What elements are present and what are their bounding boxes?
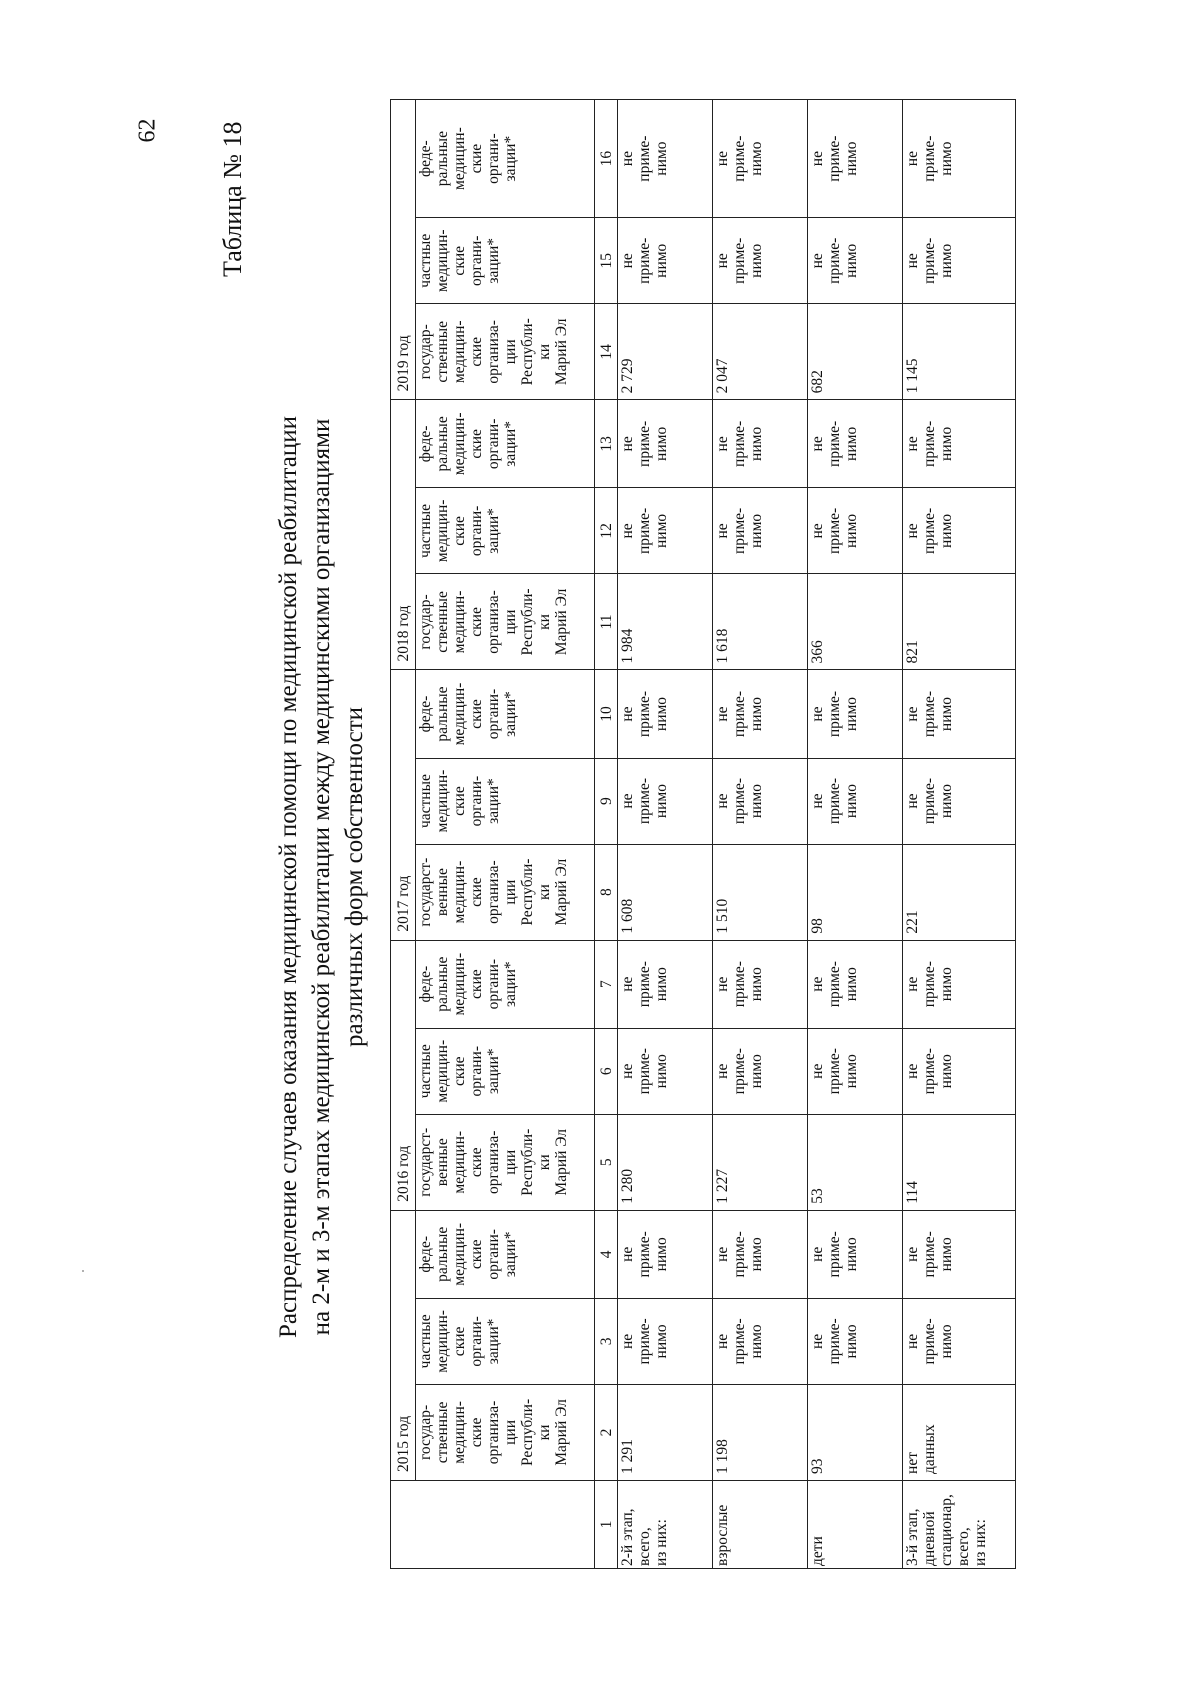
subheader-private-2017: частные медицин- ские органи- зации* xyxy=(416,758,595,844)
gos-value-2019: 2 729 xyxy=(618,304,713,400)
row-label: дети xyxy=(808,1480,903,1568)
subheader-row xyxy=(416,100,595,1569)
not-applicable-cell: не приме- нимо xyxy=(903,488,1016,574)
not-applicable-cell: не приме- нимо xyxy=(808,218,903,304)
year-header-2018: 2018 год xyxy=(391,400,416,670)
row-label: взрослые xyxy=(713,1480,808,1568)
column-number: 1 xyxy=(595,1480,618,1568)
not-applicable-cell: не приме- нимо xyxy=(618,1210,713,1298)
column-number: 8 xyxy=(595,844,618,940)
gos-value-2015: 1 291 xyxy=(618,1384,713,1480)
table-row xyxy=(618,100,713,1569)
subheader-federal-2018: феде- ральные медицин- ские органи- зации* xyxy=(416,400,595,488)
not-applicable-cell: не приме- нимо xyxy=(808,100,903,218)
not-applicable-cell: не приме- нимо xyxy=(618,670,713,758)
gos-value-2016: 1 280 xyxy=(618,1114,713,1210)
not-applicable-cell: не приме- нимо xyxy=(713,758,808,844)
not-applicable-cell: не приме- нимо xyxy=(903,758,1016,844)
subheader-private-2016: частные медицин- ские органи- зации* xyxy=(416,1028,595,1114)
gos-value-2018: 1 618 xyxy=(713,574,808,670)
subheader-private-2018: частные медицин- ские органи- зации* xyxy=(416,488,595,574)
table-title xyxy=(272,157,371,1597)
column-number: 7 xyxy=(595,940,618,1028)
column-number: 4 xyxy=(595,1210,618,1298)
not-applicable-cell: не приме- нимо xyxy=(808,940,903,1028)
subheader-gos-2019: государ- ственные медицин- ские организа- ции Республи- ки Марий Эл xyxy=(416,304,595,400)
not-applicable-cell: не приме- нимо xyxy=(713,218,808,304)
column-number: 15 xyxy=(595,218,618,304)
subheader-gos-2018: государ- ственные медицин- ские организа- ции Республи- ки Марий Эл xyxy=(416,574,595,670)
gos-value-2018: 366 xyxy=(808,574,903,670)
gos-value-2015: нет данных xyxy=(903,1384,1016,1480)
column-number: 2 xyxy=(595,1384,618,1480)
table-row xyxy=(713,100,808,1569)
column-number: 5 xyxy=(595,1114,618,1210)
column-number: 11 xyxy=(595,574,618,670)
year-header-2016: 2016 год xyxy=(391,940,416,1210)
gos-value-2017: 1 608 xyxy=(618,844,713,940)
row-label: 2-й этап, всего, из них: xyxy=(618,1480,713,1568)
subheader-gos-2017: государст- венные медицин- ские организа- ции Республи- ки Марий Эл xyxy=(416,844,595,940)
column-number: 12 xyxy=(595,488,618,574)
gos-value-2016: 1 227 xyxy=(713,1114,808,1210)
not-applicable-cell: не приме- нимо xyxy=(903,940,1016,1028)
gos-value-2015: 93 xyxy=(808,1384,903,1480)
gos-value-2019: 1 145 xyxy=(903,304,1016,400)
not-applicable-cell: не приме- нимо xyxy=(903,670,1016,758)
not-applicable-cell: не приме- нимо xyxy=(618,758,713,844)
column-number: 10 xyxy=(595,670,618,758)
subheader-gos-2015: государ- ственные медицин- ские организа- ции Республи- ки Марий Эл xyxy=(416,1384,595,1480)
not-applicable-cell: не приме- нимо xyxy=(903,400,1016,488)
column-number: 13 xyxy=(595,400,618,488)
not-applicable-cell: не приме- нимо xyxy=(808,488,903,574)
title-line-3: различных форм собственности xyxy=(341,706,368,1048)
gos-value-2015: 1 198 xyxy=(713,1384,808,1480)
not-applicable-cell: не приме- нимо xyxy=(618,1298,713,1384)
year-header-2017: 2017 год xyxy=(391,670,416,940)
subheader-gos-2016: государст- венные медицин- ские организа- ции Республи- ки Марий Эл xyxy=(416,1114,595,1210)
not-applicable-cell: не приме- нимо xyxy=(903,1298,1016,1384)
subheader-federal-2019: феде- ральные медицин- ские органи- зации* xyxy=(416,100,595,218)
gos-value-2016: 53 xyxy=(808,1114,903,1210)
column-number: 14 xyxy=(595,304,618,400)
subheader-federal-2016: феде- ральные медицин- ские органи- зации* xyxy=(416,940,595,1028)
gos-value-2016: 114 xyxy=(903,1114,1016,1210)
not-applicable-cell: не приме- нимо xyxy=(903,1028,1016,1114)
not-applicable-cell: не приме- нимо xyxy=(618,218,713,304)
gos-value-2018: 1 984 xyxy=(618,574,713,670)
not-applicable-cell: не приме- нимо xyxy=(713,100,808,218)
table-row xyxy=(808,100,903,1569)
table-row xyxy=(903,100,1016,1569)
subheader-federal-2017: феде- ральные медицин- ские органи- зации* xyxy=(416,670,595,758)
not-applicable-cell: не приме- нимо xyxy=(618,100,713,218)
title-line-1: Распределение случаев оказания медицинской помощи по медицинской реабилитации xyxy=(275,416,302,1338)
subheader-private-2015: частные медицин- ские органи- зации* xyxy=(416,1298,595,1384)
title-line-2: на 2-м и 3-м этапах медицинской реабилитации между медицинскими организациями xyxy=(308,418,335,1336)
column-number: 16 xyxy=(595,100,618,218)
not-applicable-cell: не приме- нимо xyxy=(808,1210,903,1298)
not-applicable-cell: не приме- нимо xyxy=(903,100,1016,218)
column-number: 3 xyxy=(595,1298,618,1384)
gos-value-2017: 98 xyxy=(808,844,903,940)
subheader-federal-2015: феде- ральные медицин- ские органи- зации* xyxy=(416,1210,595,1298)
not-applicable-cell: не приме- нимо xyxy=(713,488,808,574)
table-label: Таблица № 18 xyxy=(218,121,247,277)
year-header-row xyxy=(391,100,416,1569)
not-applicable-cell: не приме- нимо xyxy=(808,670,903,758)
not-applicable-cell: не приме- нимо xyxy=(713,1210,808,1298)
gos-value-2019: 682 xyxy=(808,304,903,400)
not-applicable-cell: не приме- нимо xyxy=(903,218,1016,304)
not-applicable-cell: не приме- нимо xyxy=(618,940,713,1028)
not-applicable-cell: не приме- нимо xyxy=(808,1028,903,1114)
not-applicable-cell: не приме- нимо xyxy=(713,670,808,758)
not-applicable-cell: не приме- нимо xyxy=(903,1210,1016,1298)
column-number-row xyxy=(595,100,618,1569)
subheader-private-2019: частные медицин- ские органи- зации* xyxy=(416,218,595,304)
year-header-2019: 2019 год xyxy=(391,100,416,400)
page-number-text: 62 xyxy=(134,118,161,142)
gos-value-2018: 821 xyxy=(903,574,1016,670)
rehabilitation-distribution-table xyxy=(390,99,1016,1569)
not-applicable-cell: не приме- нимо xyxy=(808,400,903,488)
header-corner-cell xyxy=(391,1480,595,1568)
gos-value-2017: 1 510 xyxy=(713,844,808,940)
not-applicable-cell: не приме- нимо xyxy=(713,940,808,1028)
year-header-2015: 2015 год xyxy=(391,1210,416,1480)
column-number: 6 xyxy=(595,1028,618,1114)
gos-value-2019: 2 047 xyxy=(713,304,808,400)
column-number: 9 xyxy=(595,758,618,844)
not-applicable-cell: не приме- нимо xyxy=(618,1028,713,1114)
not-applicable-cell: не приме- нимо xyxy=(808,1298,903,1384)
not-applicable-cell: не приме- нимо xyxy=(618,400,713,488)
not-applicable-cell: не приме- нимо xyxy=(713,400,808,488)
not-applicable-cell: не приме- нимо xyxy=(618,488,713,574)
row-label: 3-й этап, дневной стационар, всего, из них: xyxy=(903,1480,1016,1568)
not-applicable-cell: не приме- нимо xyxy=(713,1028,808,1114)
gos-value-2017: 221 xyxy=(903,844,1016,940)
not-applicable-cell: не приме- нимо xyxy=(808,758,903,844)
not-applicable-cell: не приме- нимо xyxy=(713,1298,808,1384)
